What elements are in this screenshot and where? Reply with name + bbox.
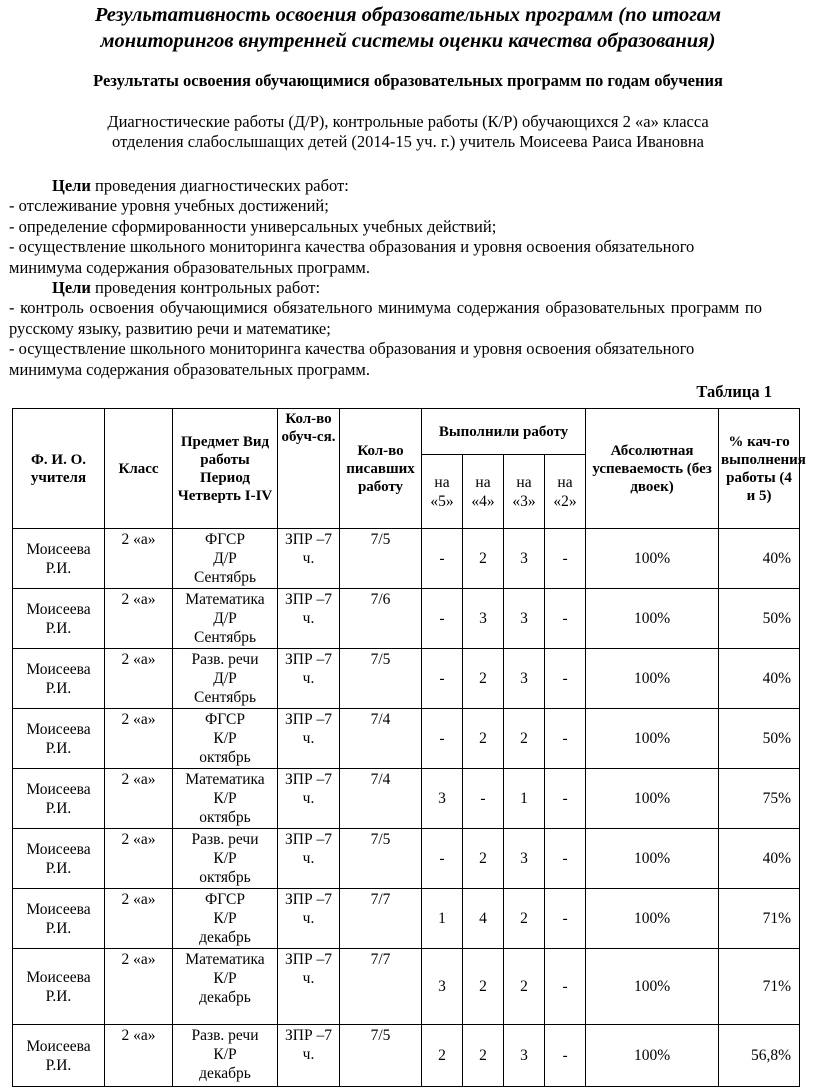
header-grade-2: на «2» bbox=[545, 455, 586, 529]
header-subject: Предмет Вид работы Период Четверть I-IV bbox=[173, 409, 278, 529]
description-line-1: Диагностические работы (Д/Р), контрольные работы (К/Р) обучающихся 2 «а» класса bbox=[107, 112, 709, 131]
work-period: Сентябрь bbox=[193, 689, 257, 706]
work-kind: К/Р bbox=[213, 970, 237, 987]
cell-wrote: 7/5 bbox=[340, 1025, 422, 1087]
work-kind: К/Р bbox=[213, 850, 237, 867]
work-period: декабрь bbox=[199, 989, 251, 1006]
header-completed: Выполнили работу bbox=[422, 409, 586, 455]
cell-quality-percent: 40% bbox=[719, 829, 800, 889]
work-kind: К/Р bbox=[213, 1046, 237, 1063]
header-grade-4: на «4» bbox=[463, 455, 504, 529]
diagnostic-goal-item: - отслеживание уровня учебных достижений; bbox=[9, 196, 329, 216]
subject-name: Разв. речи bbox=[191, 831, 259, 848]
table-row bbox=[13, 709, 800, 769]
diagnostic-goal-item: - определение сформированности универсальных учебных действий; bbox=[9, 216, 497, 236]
cell-fio: Моисеева Р.И. bbox=[13, 709, 105, 769]
cell-wrote: 7/5 bbox=[340, 649, 422, 709]
work-description bbox=[30, 112, 786, 152]
cell-fio: Моисеева Р.И. bbox=[13, 769, 105, 829]
cell-wrote: 7/5 bbox=[340, 529, 422, 589]
cell-grade-2: - bbox=[545, 889, 586, 949]
cell-class: 2 «а» bbox=[105, 529, 173, 589]
diagnostic-goals-rest: проведения диагностических работ: bbox=[90, 176, 349, 195]
cell-quality-percent: 71% bbox=[719, 889, 800, 949]
cell-wrote: 7/6 bbox=[340, 589, 422, 649]
goals-section bbox=[9, 176, 762, 380]
cell-absolute-success: 100% bbox=[586, 889, 719, 949]
control-goals-heading bbox=[9, 278, 762, 298]
cell-class: 2 «а» bbox=[105, 649, 173, 709]
cell-class: 2 «а» bbox=[105, 589, 173, 649]
cell-class: 2 «а» bbox=[105, 1025, 173, 1087]
results-table bbox=[12, 408, 806, 1087]
subject-name: Разв. речи bbox=[191, 1027, 259, 1044]
cell-fio: Моисеева Р.И. bbox=[13, 949, 105, 1025]
cell-grade-3: 2 bbox=[504, 709, 545, 769]
cell-wrote: 7/7 bbox=[340, 889, 422, 949]
cell-subject bbox=[173, 529, 278, 589]
cell-absolute-success: 100% bbox=[586, 529, 719, 589]
cell-quality-percent: 56,8% bbox=[719, 1025, 800, 1087]
cell-grade-4: 2 bbox=[463, 949, 504, 1025]
cell-grade-5: - bbox=[422, 649, 463, 709]
cell-fio: Моисеева Р.И. bbox=[13, 1025, 105, 1087]
table-row bbox=[13, 769, 800, 829]
cell-subject bbox=[173, 649, 278, 709]
cell-class: 2 «а» bbox=[105, 889, 173, 949]
cell-learners: ЗПР –7 ч. bbox=[278, 589, 340, 649]
cell-grade-2: - bbox=[545, 529, 586, 589]
table-row bbox=[13, 649, 800, 709]
cell-grade-2: - bbox=[545, 829, 586, 889]
table-header bbox=[13, 409, 806, 529]
work-kind: К/Р bbox=[213, 790, 237, 807]
subject-name: Математика bbox=[185, 591, 265, 608]
cell-grade-2: - bbox=[545, 949, 586, 1025]
cell-grade-5: 1 bbox=[422, 889, 463, 949]
cell-grade-4: 3 bbox=[463, 589, 504, 649]
cell-absolute-success: 100% bbox=[586, 769, 719, 829]
cell-subject bbox=[173, 769, 278, 829]
table-row bbox=[13, 949, 800, 1025]
cell-grade-3: 3 bbox=[504, 649, 545, 709]
cell-wrote: 7/7 bbox=[340, 949, 422, 1025]
diagnostic-goals-heading bbox=[9, 176, 762, 196]
header-learners-count: Кол-во обуч-ся. bbox=[278, 409, 340, 529]
cell-fio: Моисеева Р.И. bbox=[13, 529, 105, 589]
diagnostic-goals-lead: Цели bbox=[52, 176, 91, 195]
cell-grade-3: 3 bbox=[504, 829, 545, 889]
work-period: декабрь bbox=[199, 929, 251, 946]
work-kind: Д/Р bbox=[213, 610, 237, 627]
title-line-2: мониторингов внутренней системы оценки качества образования) bbox=[100, 30, 716, 52]
cell-subject bbox=[173, 709, 278, 769]
cell-absolute-success: 100% bbox=[586, 589, 719, 649]
cell-learners: ЗПР –7 ч. bbox=[278, 949, 340, 1025]
cell-grade-3: 1 bbox=[504, 769, 545, 829]
cell-grade-5: - bbox=[422, 709, 463, 769]
control-goal-item: - осуществление школьного мониторинга качества образования и уровня освоения обязательного минимума содержания образовательных программ. bbox=[9, 339, 695, 379]
cell-wrote: 7/4 bbox=[340, 709, 422, 769]
cell-grade-5: 3 bbox=[422, 949, 463, 1025]
cell-subject bbox=[173, 949, 278, 1025]
work-kind: Д/Р bbox=[213, 550, 237, 567]
cell-grade-3: 3 bbox=[504, 529, 545, 589]
cell-absolute-success: 100% bbox=[586, 649, 719, 709]
cell-grade-2: - bbox=[545, 1025, 586, 1087]
subject-name: ФГСР bbox=[205, 891, 245, 908]
cell-grade-3: 2 bbox=[504, 889, 545, 949]
cell-grade-2: - bbox=[545, 769, 586, 829]
cell-subject bbox=[173, 889, 278, 949]
subject-name: ФГСР bbox=[205, 531, 245, 548]
work-kind: Д/Р bbox=[213, 670, 237, 687]
cell-grade-3: 3 bbox=[504, 589, 545, 649]
cell-grade-5: - bbox=[422, 529, 463, 589]
cell-quality-percent: 50% bbox=[719, 709, 800, 769]
control-goals-lead: Цели bbox=[52, 278, 91, 298]
cell-grade-5: 3 bbox=[422, 769, 463, 829]
table-row bbox=[13, 529, 800, 589]
cell-class: 2 «а» bbox=[105, 769, 173, 829]
cell-grade-3: 3 bbox=[504, 1025, 545, 1087]
cell-subject bbox=[173, 1025, 278, 1087]
cell-wrote: 7/5 bbox=[340, 829, 422, 889]
cell-class: 2 «а» bbox=[105, 949, 173, 1025]
diagnostic-goal-item: - осуществление школьного мониторинга качества образования и уровня освоения обязательного минимума содержания образовательных программ. bbox=[9, 237, 695, 277]
work-kind: К/Р bbox=[213, 730, 237, 747]
work-period: декабрь bbox=[199, 1065, 251, 1082]
cell-quality-percent: 40% bbox=[719, 649, 800, 709]
cell-grade-5: - bbox=[422, 589, 463, 649]
cell-grade-2: - bbox=[545, 709, 586, 769]
cell-class: 2 «а» bbox=[105, 829, 173, 889]
cell-learners: ЗПР –7 ч. bbox=[278, 769, 340, 829]
cell-grade-4: 4 bbox=[463, 889, 504, 949]
header-quality-percent: % кач-го выполнения работы (4 и 5) bbox=[719, 409, 800, 529]
header-absolute-success: Абсолютная успеваемость (без двоек) bbox=[586, 409, 719, 529]
cell-learners: ЗПР –7 ч. bbox=[278, 829, 340, 889]
table-body bbox=[13, 529, 800, 1087]
subject-name: Математика bbox=[185, 951, 265, 968]
cell-quality-percent: 71% bbox=[719, 949, 800, 1025]
cell-class: 2 «а» bbox=[105, 709, 173, 769]
cell-learners: ЗПР –7 ч. bbox=[278, 889, 340, 949]
header-fio: Ф. И. О. учителя bbox=[13, 409, 105, 529]
table-label: Таблица 1 bbox=[696, 382, 772, 401]
work-period: октябрь bbox=[199, 809, 251, 826]
cell-grade-2: - bbox=[545, 589, 586, 649]
cell-absolute-success: 100% bbox=[586, 829, 719, 889]
cell-grade-4: - bbox=[463, 769, 504, 829]
header-grade-5: на «5» bbox=[422, 455, 463, 529]
table-row bbox=[13, 589, 800, 649]
cell-fio: Моисеева Р.И. bbox=[13, 889, 105, 949]
cell-grade-4: 2 bbox=[463, 709, 504, 769]
subject-name: Математика bbox=[185, 771, 265, 788]
header-class: Класс bbox=[105, 409, 173, 529]
cell-fio: Моисеева Р.И. bbox=[13, 829, 105, 889]
cell-grade-4: 2 bbox=[463, 829, 504, 889]
cell-quality-percent: 50% bbox=[719, 589, 800, 649]
header-writers-count: Кол-во писавших работу bbox=[340, 409, 422, 529]
table-row bbox=[13, 889, 800, 949]
cell-absolute-success: 100% bbox=[586, 1025, 719, 1087]
cell-subject bbox=[173, 589, 278, 649]
cell-grade-4: 2 bbox=[463, 649, 504, 709]
cell-quality-percent: 40% bbox=[719, 529, 800, 589]
cell-grade-5: 2 bbox=[422, 1025, 463, 1087]
document-title bbox=[40, 2, 776, 54]
work-period: октябрь bbox=[199, 749, 251, 766]
work-period: Сентябрь bbox=[193, 629, 257, 646]
cell-grade-4: 2 bbox=[463, 1025, 504, 1087]
cell-wrote: 7/4 bbox=[340, 769, 422, 829]
work-kind: К/Р bbox=[213, 910, 237, 927]
title-line-1: Результативность освоения образовательных программ (по итогам bbox=[94, 4, 722, 26]
cell-learners: ЗПР –7 ч. bbox=[278, 1025, 340, 1087]
cell-subject bbox=[173, 829, 278, 889]
control-goals-rest: проведения контрольных работ: bbox=[90, 278, 321, 298]
table-row bbox=[13, 1025, 800, 1087]
control-goal-item: - контроль освоения обучающимися обязательного минимума содержания образовательных программ по русскому языку, развитию речи и математике; bbox=[9, 298, 762, 338]
table-row bbox=[13, 829, 800, 889]
cell-learners: ЗПР –7 ч. bbox=[278, 529, 340, 589]
work-period: октябрь bbox=[199, 869, 251, 886]
cell-grade-4: 2 bbox=[463, 529, 504, 589]
section-subtitle: Результаты освоения обучающимися образовательных программ по годам обучения bbox=[93, 71, 723, 90]
subject-name: Разв. речи bbox=[191, 651, 259, 668]
cell-grade-2: - bbox=[545, 649, 586, 709]
cell-absolute-success: 100% bbox=[586, 949, 719, 1025]
cell-grade-3: 2 bbox=[504, 949, 545, 1025]
subject-name: ФГСР bbox=[205, 711, 245, 728]
description-line-2: отделения слабослышащих детей (2014-15 уч. г.) учитель Моисеева Раиса Ивановна bbox=[112, 132, 704, 151]
cell-fio: Моисеева Р.И. bbox=[13, 649, 105, 709]
cell-quality-percent: 75% bbox=[719, 769, 800, 829]
cell-learners: ЗПР –7 ч. bbox=[278, 709, 340, 769]
cell-grade-5: - bbox=[422, 829, 463, 889]
cell-fio: Моисеева Р.И. bbox=[13, 589, 105, 649]
cell-learners: ЗПР –7 ч. bbox=[278, 649, 340, 709]
header-grade-3: на «3» bbox=[504, 455, 545, 529]
work-period: Сентябрь bbox=[193, 569, 257, 586]
cell-absolute-success: 100% bbox=[586, 709, 719, 769]
